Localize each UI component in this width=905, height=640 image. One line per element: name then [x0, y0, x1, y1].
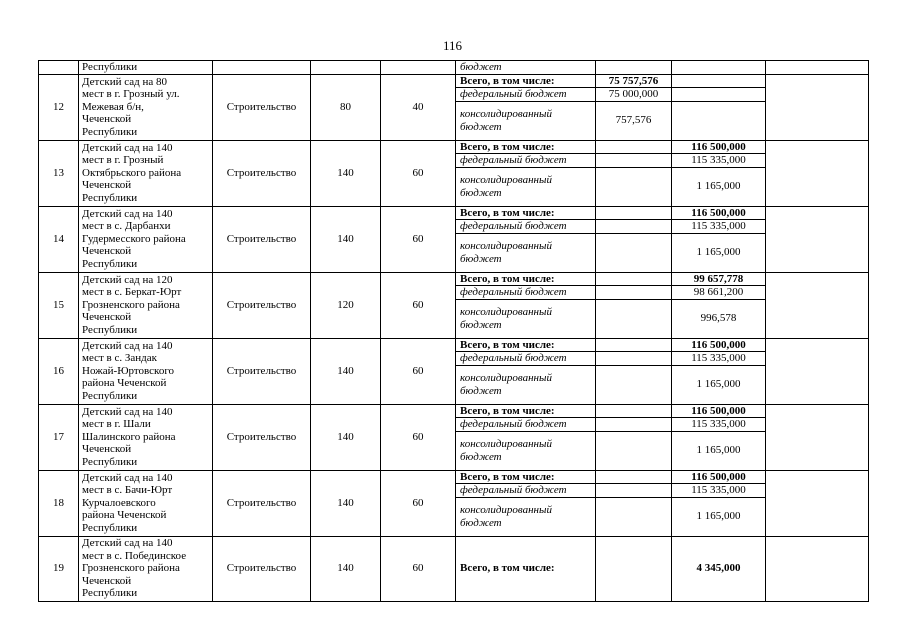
funding-consolidated-label: консолидированный бюджет [456, 431, 596, 470]
object-name-line: Детский сад на 140 [82, 471, 173, 484]
total-amount: 116 500,000 [672, 206, 766, 220]
federal-amount: 115 335,000 [672, 220, 766, 234]
work-type-cell: Строительство [213, 74, 311, 140]
funding-consolidated-label: консолидированный бюджет [456, 365, 596, 404]
funding-consolidated-label: консолидированный бюджет [456, 299, 596, 338]
object-name-line: Детский сад на 140 [82, 339, 173, 352]
federal-amount: 115 335,000 [672, 418, 766, 432]
table-row [39, 536, 869, 601]
object-name-line: Чеченской [82, 113, 132, 126]
work-type-cell: Строительство [213, 140, 311, 206]
object-name-line: Курчалоевского [82, 496, 156, 509]
consolidated-amount: 757,576 [596, 101, 672, 140]
empty-cell [766, 470, 869, 536]
funding-total-label: Всего, в том числе: [456, 140, 596, 154]
capacity-cell: 140 [311, 338, 381, 404]
object-name-line: Чеченской [82, 311, 132, 324]
object-name-line: Детский сад на 140 [82, 141, 173, 154]
object-name-line: Октябрьского района [82, 166, 182, 179]
total-amount: 116 500,000 [672, 338, 766, 352]
empty-cell [766, 140, 869, 206]
empty-cell [766, 61, 869, 75]
object-name-line: Чеченской [82, 179, 132, 192]
object-name-line: Межевая б/н, [82, 100, 144, 113]
capacity-cell: 140 [311, 470, 381, 536]
funding-total-label: Всего, в том числе: [456, 74, 596, 88]
row-number: 17 [39, 404, 79, 470]
object-name-line: Республики [82, 125, 138, 138]
object-name-cell: Республики [79, 61, 213, 75]
object-name-line: Республики [82, 257, 138, 270]
row-number: 18 [39, 470, 79, 536]
object-name-cell [79, 470, 213, 536]
object-name-line: Грозненского района [82, 562, 180, 575]
work-type-cell: Строительство [213, 470, 311, 536]
table-row [39, 74, 869, 88]
work-type-cell [213, 61, 311, 75]
amount-cell [596, 299, 672, 338]
object-name-cell [79, 404, 213, 470]
consolidated-amount: 1 165,000 [672, 167, 766, 206]
amount-cell [596, 286, 672, 300]
work-type-cell: Строительство [213, 206, 311, 272]
funding-total-label: Всего, в том числе: [456, 470, 596, 484]
object-name-line: Детский сад на 80 [82, 75, 167, 88]
funding-total-label: Всего, в том числе: [456, 536, 596, 601]
total-amount: 116 500,000 [672, 470, 766, 484]
object-name-line: Республики [82, 521, 138, 534]
total-amount: 116 500,000 [672, 404, 766, 418]
capacity-cell: 140 [311, 206, 381, 272]
amount-cell [596, 431, 672, 470]
jobs-cell: 60 [381, 338, 456, 404]
amount-cell [596, 220, 672, 234]
empty-cell [766, 272, 869, 338]
funding-federal-label: федеральный бюджет [456, 88, 596, 102]
amount-cell [596, 536, 672, 601]
amount-cell [596, 365, 672, 404]
federal-amount: 115 335,000 [672, 484, 766, 498]
work-type-cell: Строительство [213, 536, 311, 601]
page-number: 116 [442, 38, 463, 53]
object-name-cell [79, 74, 213, 140]
funding-federal-label: федеральный бюджет [456, 220, 596, 234]
funding-federal-label: федеральный бюджет [456, 286, 596, 300]
amount-cell [596, 154, 672, 168]
object-name-line: района Чеченской [82, 377, 167, 390]
row-number: 15 [39, 272, 79, 338]
amount-cell [672, 88, 766, 102]
federal-amount: 75 000,000 [596, 88, 672, 102]
jobs-cell: 60 [381, 206, 456, 272]
object-name-line: района Чеченской [82, 509, 167, 522]
amount-cell [596, 404, 672, 418]
empty-cell [766, 536, 869, 601]
consolidated-amount: 1 165,000 [672, 497, 766, 536]
object-name-line: Гудермесского района [82, 232, 186, 245]
row-number: 14 [39, 206, 79, 272]
object-name-line: Детский сад на 140 [82, 537, 173, 550]
funding-total-label: Всего, в том числе: [456, 272, 596, 286]
table-row [39, 404, 869, 418]
object-name-line: Республики [82, 323, 138, 336]
federal-amount: 98 661,200 [672, 286, 766, 300]
jobs-cell: 60 [381, 470, 456, 536]
object-name-line: мест в с. Зандак [82, 352, 157, 365]
work-type-cell: Строительство [213, 404, 311, 470]
object-name-line: Детский сад на 120 [82, 273, 173, 286]
consolidated-amount: 996,578 [672, 299, 766, 338]
amount-cell [596, 140, 672, 154]
total-amount: 99 657,778 [672, 272, 766, 286]
empty-cell [766, 338, 869, 404]
budget-table [38, 60, 869, 602]
object-name-line: Грозненского района [82, 298, 180, 311]
funding-total-label: Всего, в том числе: [456, 404, 596, 418]
object-name-cell [79, 338, 213, 404]
object-name-line: мест в с. Беркат-Юрт [82, 286, 182, 299]
object-name-line: мест в г. Грозный ул. [82, 88, 180, 101]
funding-federal-label: федеральный бюджет [456, 154, 596, 168]
object-name-line: мест в г. Шали [82, 418, 151, 431]
funding-source-cell: бюджет [456, 61, 596, 75]
amount-cell [596, 484, 672, 498]
capacity-cell: 140 [311, 536, 381, 601]
object-name-line: Шалинского района [82, 430, 176, 443]
work-type-cell: Строительство [213, 338, 311, 404]
object-name-line: мест в с. Побединское [82, 549, 187, 562]
capacity-cell: 120 [311, 272, 381, 338]
object-name-line: Ножай-Юртовского [82, 364, 175, 377]
table-row [39, 272, 869, 286]
object-name-line: мест в с. Дарбанхи [82, 220, 171, 233]
object-name-line: Детский сад на 140 [82, 405, 173, 418]
object-name-line: Детский сад на 140 [82, 207, 173, 220]
amount-cell [672, 61, 766, 75]
total-amount: 4 345,000 [672, 536, 766, 601]
total-amount: 75 757,576 [596, 74, 672, 88]
jobs-cell: 60 [381, 404, 456, 470]
capacity-cell: 80 [311, 74, 381, 140]
funding-federal-label: федеральный бюджет [456, 484, 596, 498]
object-name-cell [79, 272, 213, 338]
amount-cell [596, 470, 672, 484]
table-row [39, 206, 869, 220]
amount-cell [672, 74, 766, 88]
row-number: 12 [39, 74, 79, 140]
amount-cell [596, 352, 672, 366]
funding-consolidated-label: консолидированный бюджет [456, 167, 596, 206]
amount-cell [596, 206, 672, 220]
num-cell [39, 61, 79, 75]
empty-cell [766, 206, 869, 272]
amount-cell [672, 101, 766, 140]
consolidated-amount: 1 165,000 [672, 431, 766, 470]
amount-cell [596, 418, 672, 432]
object-name-line: Республики [82, 455, 138, 468]
row-number: 13 [39, 140, 79, 206]
funding-consolidated-label: консолидированный бюджет [456, 233, 596, 272]
object-name-line: Чеченской [82, 574, 132, 587]
jobs-cell: 60 [381, 140, 456, 206]
capacity-cell: 140 [311, 140, 381, 206]
funding-federal-label: федеральный бюджет [456, 418, 596, 432]
capacity-cell: 140 [311, 404, 381, 470]
amount-cell [596, 61, 672, 75]
funding-total-label: Всего, в том числе: [456, 338, 596, 352]
work-type-cell: Строительство [213, 272, 311, 338]
amount-cell [596, 338, 672, 352]
row-number: 19 [39, 536, 79, 601]
object-name-line: Республики [82, 587, 138, 600]
table-row [39, 338, 869, 352]
jobs-cell: 40 [381, 74, 456, 140]
total-amount: 116 500,000 [672, 140, 766, 154]
amount-cell [596, 167, 672, 206]
capacity-cell [311, 61, 381, 75]
amount-cell [596, 272, 672, 286]
consolidated-amount: 1 165,000 [672, 233, 766, 272]
row-number: 16 [39, 338, 79, 404]
object-name-line: Чеченской [82, 443, 132, 456]
jobs-cell [381, 61, 456, 75]
amount-cell [596, 497, 672, 536]
jobs-cell: 60 [381, 536, 456, 601]
funding-total-label: Всего, в том числе: [456, 206, 596, 220]
federal-amount: 115 335,000 [672, 154, 766, 168]
object-name-line: Республики [82, 191, 138, 204]
consolidated-amount: 1 165,000 [672, 365, 766, 404]
empty-cell [766, 404, 869, 470]
object-name-line: Республики [82, 389, 138, 402]
funding-consolidated-label: консолидированный бюджет [456, 497, 596, 536]
federal-amount: 115 335,000 [672, 352, 766, 366]
object-name-cell [79, 206, 213, 272]
table-row [39, 470, 869, 484]
funding-consolidated-label: консолидированный бюджет [456, 101, 596, 140]
table-body [39, 61, 869, 602]
funding-federal-label: федеральный бюджет [456, 352, 596, 366]
jobs-cell: 60 [381, 272, 456, 338]
empty-cell [766, 74, 869, 140]
amount-cell [596, 233, 672, 272]
object-name-cell [79, 536, 213, 601]
object-name-line: мест в с. Бачи-Юрт [82, 484, 173, 497]
object-name-cell [79, 140, 213, 206]
continuation-row [39, 61, 869, 75]
object-name-line: мест в г. Грозный [82, 154, 164, 167]
table-row [39, 140, 869, 154]
object-name-line: Чеченской [82, 245, 132, 258]
